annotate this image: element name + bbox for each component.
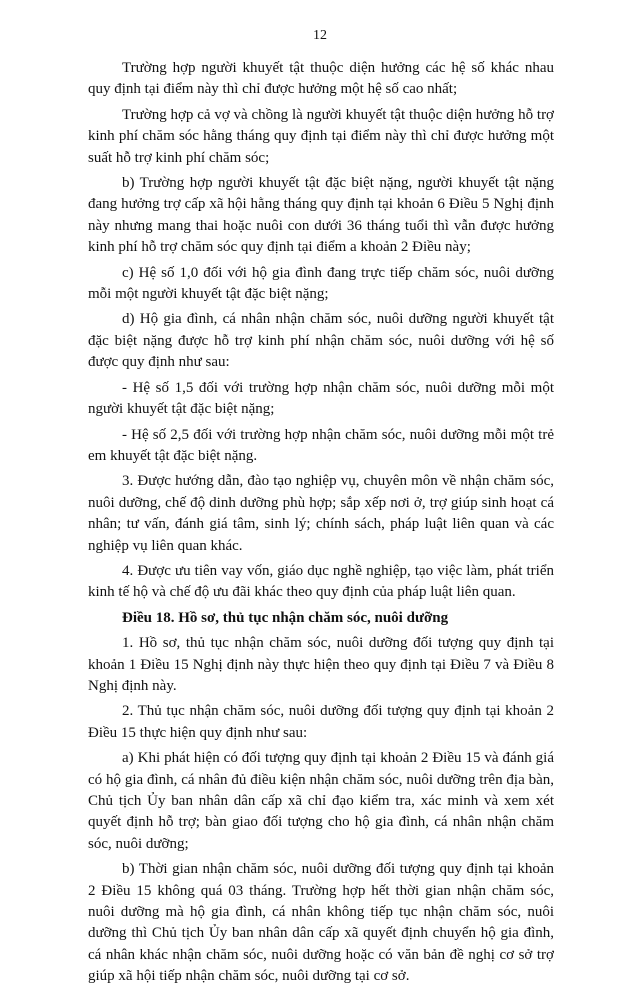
paragraph: 3. Được hướng dẫn, đào tạo nghiệp vụ, chuyên môn về nhận chăm sóc, nuôi dưỡng, chế độ dinh dưỡng phù hợp; sắp xếp nơi ở, trợ giúp sinh hoạt cá nhân; tư vấn, đánh giá tâm, sinh lý; chính sách, pháp luật liên quan và các nghiệp vụ liên quan khác. (88, 473, 554, 554)
paragraph: Trường hợp người khuyết tật thuộc diện hưởng các hệ số khác nhau quy định tại điểm này thì chỉ được hưởng một hệ số cao nhất; (88, 60, 554, 98)
paragraph: b) Thời gian nhận chăm sóc, nuôi dưỡng đối tượng quy định tại khoản 2 Điều 15 không quá 03 tháng. Trường hợp hết thời gian nhận chăm sóc, nuôi dưỡng mà hộ gia đình, cá nhân không tiếp tục nhận chăm sóc, nuôi dưỡng thì Chủ tịch Ủy ban nhân dân cấp xã quyết định chuyển hộ gia đình, cá nhân khác nhận chăm sóc, nuôi dưỡng hoặc có văn bản đề nghị cơ sở trợ giúp xã hội tiếp nhận chăm sóc, nuôi dưỡng tại cơ sở. (88, 861, 554, 985)
paragraph: - Hệ số 2,5 đối với trường hợp nhận chăm sóc, nuôi dưỡng mỗi một trẻ em khuyết tật đặc biệt nặng. (88, 426, 554, 464)
paragraph: Trường hợp cả vợ và chồng là người khuyết tật thuộc diện hưởng hỗ trợ kinh phí chăm sóc hằng tháng quy định tại điểm này thì chỉ được hưởng một suất hỗ trợ kinh phí chăm sóc; (88, 106, 554, 166)
document-body (88, 58, 554, 992)
paragraph: b) Trường hợp người khuyết tật đặc biệt nặng, người khuyết tật nặng đang hưởng trợ cấp xã hội hằng tháng quy định tại khoản 6 Điều 5 Nghị định này nhưng mang thai hoặc nuôi con dưới 36 tháng tuổi thì vẫn được hưởng kinh phí hỗ trợ chăm sóc quy định tại điểm a khoản 2 Điều này; (88, 175, 554, 256)
paragraph: c) Hệ số 1,0 đối với hộ gia đình đang trực tiếp chăm sóc, nuôi dưỡng mỗi một người khuyết tật đặc biệt nặng; (88, 264, 554, 303)
paragraph: 1. Hồ sơ, thủ tục nhận chăm sóc, nuôi dưỡng đối tượng quy định tại khoản 1 Điều 15 Nghị định này thực hiện theo quy định tại Điều 7 và Điều 8 Nghị định này. (88, 635, 554, 694)
paragraph: a) Khi phát hiện có đối tượng quy định tại khoản 2 Điều 15 và đánh giá có hộ gia đình, cá nhân đủ điều kiện nhận chăm sóc, nuôi dưỡng trên địa bàn, Chủ tịch Ủy ban nhân dân cấp xã chỉ đạo kiểm tra, xác minh và xem xét quyết định hỗ trợ; bàn giao đối tượng cho hộ gia đình, cá nhân nhận chăm sóc, nuôi dưỡng; (88, 750, 554, 852)
paragraph: - Hệ số 1,5 đối với trường hợp nhận chăm sóc, nuôi dưỡng mỗi một người khuyết tật đặc biệt nặng; (88, 379, 554, 418)
paragraph: 4. Được ưu tiên vay vốn, giáo dục nghề nghiệp, tạo việc làm, phát triển kinh tế hộ và chế độ ưu đãi khác theo quy định của pháp luật liên quan. (88, 562, 554, 601)
paragraph: 2. Thủ tục nhận chăm sóc, nuôi dưỡng đối tượng quy định tại khoản 2 Điều 15 thực hiện quy định như sau: (88, 703, 554, 741)
paragraph: d) Hộ gia đình, cá nhân nhận chăm sóc, nuôi dưỡng người khuyết tật đặc biệt nặng được hỗ trợ kinh phí nhận chăm sóc, nuôi dưỡng với hệ số được quy định như sau: (88, 311, 554, 371)
article-heading: Điều 18. Hồ sơ, thủ tục nhận chăm sóc, nuôi dưỡng (122, 609, 449, 626)
page-number: 12 (313, 28, 327, 43)
